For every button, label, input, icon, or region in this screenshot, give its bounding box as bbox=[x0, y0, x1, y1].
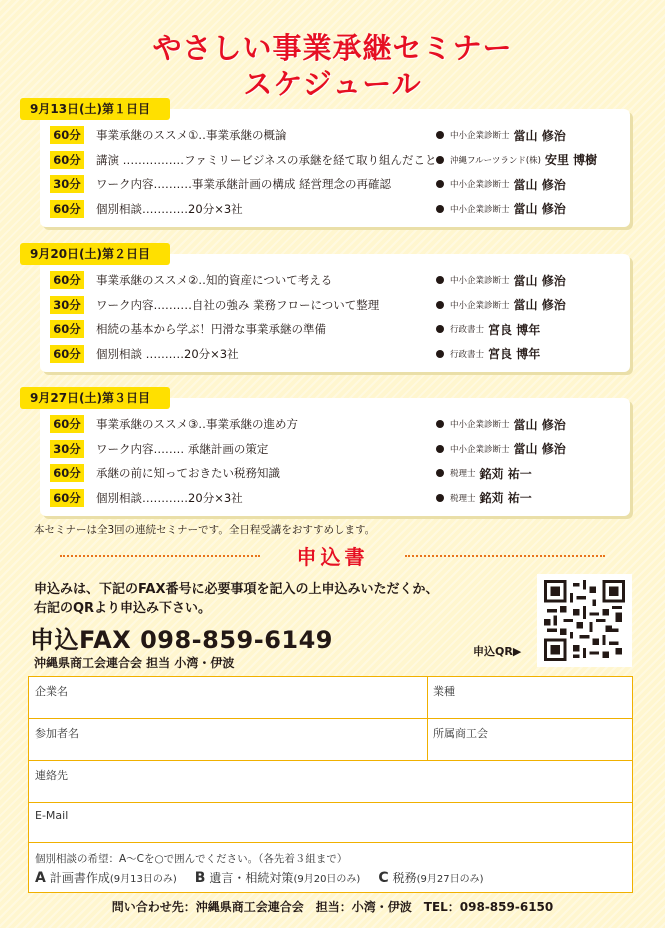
bullet-icon bbox=[436, 325, 444, 333]
day3-schedule bbox=[40, 398, 630, 516]
bullet-icon bbox=[436, 350, 444, 358]
bullet-icon bbox=[436, 494, 444, 502]
consultation-note: 個別相談の希望：A〜Cを○で囲んでください。（各先着３組まで） bbox=[35, 853, 348, 865]
form-divider bbox=[427, 719, 428, 760]
qr-code-icon[interactable] bbox=[537, 574, 632, 667]
duration-badge: 30分 bbox=[50, 175, 84, 193]
option-c[interactable]: C 税務(9月27日のみ) bbox=[378, 870, 484, 886]
bullet-icon bbox=[436, 445, 444, 453]
session-topic: ワーク内容‥‥‥‥ 承継計画の策定 bbox=[96, 441, 269, 456]
bullet-icon bbox=[436, 420, 444, 428]
contact-footer: 問い合わせ先：沖縄県商工会連合会 担当：小湾・伊波 TEL：098-859-6150 bbox=[111, 900, 554, 914]
speaker: 税理士 銘苅 祐一 bbox=[436, 489, 532, 506]
session-topic: 講演 ‥‥‥‥‥‥‥‥ファミリービジネスの承継を経て取り組んだこと bbox=[96, 152, 436, 167]
bullet-icon bbox=[436, 276, 444, 284]
form-divider bbox=[427, 677, 428, 718]
duration-badge: 60分 bbox=[50, 126, 84, 144]
session-topic: 事業承継のススメ①‥事業承継の概論 bbox=[96, 128, 287, 143]
contact-field[interactable]: 連絡先 bbox=[35, 769, 68, 782]
speaker: 行政書士 宮良 博年 bbox=[436, 321, 540, 338]
day1-schedule bbox=[40, 109, 630, 227]
speaker: 中小企業診断士 當山 修治 bbox=[436, 176, 566, 193]
duration-badge: 30分 bbox=[50, 440, 84, 458]
duration-badge: 60分 bbox=[50, 151, 84, 169]
application-form bbox=[28, 676, 633, 893]
speaker: 中小企業診断士 當山 修治 bbox=[436, 416, 566, 433]
speaker: 中小企業診断士 當山 修治 bbox=[436, 272, 566, 289]
bullet-icon bbox=[436, 469, 444, 477]
session-topic: 相続の基本から学ぶ！円滑な事業承継の準備 bbox=[96, 322, 326, 337]
session-row bbox=[50, 148, 630, 173]
bullet-icon bbox=[436, 156, 444, 164]
session-row bbox=[50, 461, 630, 486]
session-topic: 承継の前に知っておきたい税務知識 bbox=[96, 466, 280, 481]
bullet-icon bbox=[436, 301, 444, 309]
duration-badge: 30分 bbox=[50, 296, 84, 314]
session-topic: 事業承継のススメ②‥知的資産について考える bbox=[96, 273, 333, 288]
application-heading: 申込書 bbox=[296, 545, 369, 569]
email-field[interactable]: E-Mail bbox=[35, 809, 69, 822]
duration-badge: 60分 bbox=[50, 320, 84, 338]
application-intro: 申込みは、下記のFAX番号に必要事項を記入の上申込みいただくか、 右記のQRより申込み下さい。 bbox=[34, 582, 439, 616]
option-a[interactable]: A 計画書作成(9月13日のみ) bbox=[35, 870, 177, 886]
bullet-icon bbox=[436, 131, 444, 139]
speaker: 沖縄フルーツランド(株) 安里 博樹 bbox=[436, 151, 597, 168]
duration-badge: 60分 bbox=[50, 271, 84, 289]
speaker: 中小企業診断士 當山 修治 bbox=[436, 296, 566, 313]
participant-field[interactable]: 参加者名 bbox=[35, 727, 79, 740]
form-row-company bbox=[29, 677, 632, 719]
form-row-email bbox=[29, 803, 632, 843]
session-row bbox=[50, 172, 630, 197]
session-topic: 個別相談 ‥‥‥‥‥20分×3社 bbox=[96, 346, 239, 361]
session-topic: 個別相談‥‥‥‥‥‥20分×3社 bbox=[96, 201, 243, 216]
organizer: 沖縄県商工会連合会 担当 小湾・伊波 bbox=[34, 656, 235, 670]
form-row-participant bbox=[29, 719, 632, 761]
session-topic: 個別相談‥‥‥‥‥‥20分×3社 bbox=[96, 490, 243, 505]
company-field[interactable]: 企業名 bbox=[35, 685, 68, 698]
session-row bbox=[50, 412, 630, 437]
option-b[interactable]: B 遺言・相続対策(9月20日のみ) bbox=[194, 870, 361, 886]
session-row bbox=[50, 317, 630, 342]
session-topic: 事業承継のススメ③‥事業承継の進め方 bbox=[96, 417, 298, 432]
series-note: 本セミナーは全3回の連続セミナーです。全日程受講をおすすめします。 bbox=[34, 524, 376, 536]
session-row bbox=[50, 437, 630, 462]
duration-badge: 60分 bbox=[50, 200, 84, 218]
speaker: 中小企業診断士 當山 修治 bbox=[436, 440, 566, 457]
form-row-contact bbox=[29, 761, 632, 803]
bullet-icon bbox=[436, 205, 444, 213]
session-row bbox=[50, 197, 630, 222]
session-row bbox=[50, 293, 630, 318]
session-topic: ワーク内容‥‥‥‥‥自社の強み 業務フローについて整理 bbox=[96, 297, 380, 312]
page-title-line2: スケジュール bbox=[243, 67, 422, 101]
day3-tab: 9月27日(土)第３日目 bbox=[20, 387, 170, 409]
bullet-icon bbox=[436, 180, 444, 188]
session-row bbox=[50, 342, 630, 367]
qr-label: 申込QR▶ bbox=[473, 645, 522, 658]
speaker: 中小企業診断士 當山 修治 bbox=[436, 127, 566, 144]
session-row bbox=[50, 268, 630, 293]
session-row bbox=[50, 486, 630, 511]
day2-tab: 9月20日(土)第２日目 bbox=[20, 243, 170, 265]
speaker: 行政書士 宮良 博年 bbox=[436, 345, 540, 362]
duration-badge: 60分 bbox=[50, 464, 84, 482]
duration-badge: 60分 bbox=[50, 345, 84, 363]
speaker: 中小企業診断士 當山 修治 bbox=[436, 200, 566, 217]
duration-badge: 60分 bbox=[50, 415, 84, 433]
speaker: 税理士 銘苅 祐一 bbox=[436, 465, 532, 482]
session-row bbox=[50, 123, 630, 148]
page-title-line1: やさしい事業承継セミナー bbox=[152, 31, 513, 65]
day1-tab: 9月13日(土)第１日目 bbox=[20, 98, 170, 120]
fax-number: 申込FAX 098-859-6149 bbox=[30, 626, 333, 654]
industry-field[interactable]: 業種 bbox=[433, 685, 455, 698]
chamber-field[interactable]: 所属商工会 bbox=[433, 727, 488, 740]
day2-schedule bbox=[40, 254, 630, 372]
session-topic: ワーク内容‥‥‥‥‥事業承継計画の構成 経営理念の再確認 bbox=[96, 177, 392, 192]
duration-badge: 60分 bbox=[50, 489, 84, 507]
consultation-options bbox=[35, 869, 502, 886]
